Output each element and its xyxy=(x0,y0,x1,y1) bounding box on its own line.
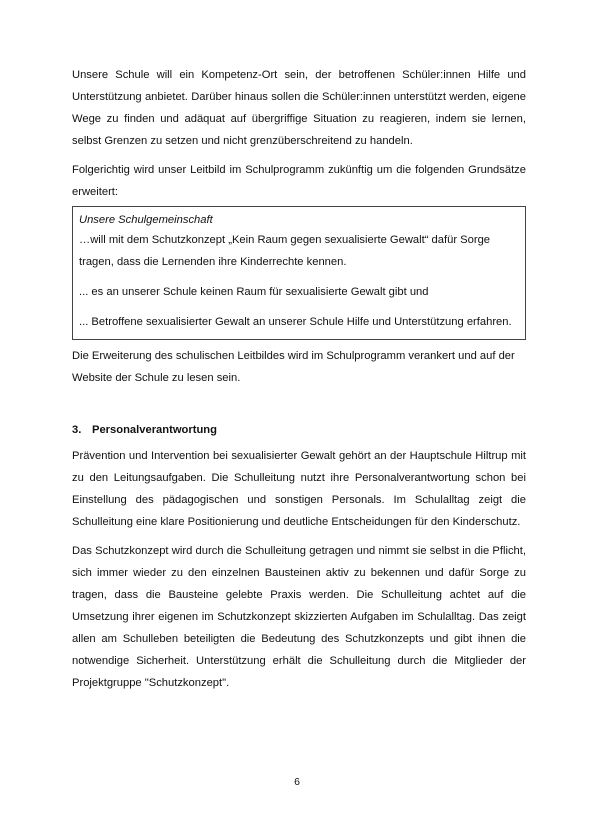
box-title: Unsere Schulgemeinschaft xyxy=(79,214,213,226)
section-paragraph-2: Das Schutzkonzept wird durch die Schulleitung getragen und nimmt sie selbst in die Pflicht, sich immer wieder zu den einzelnen Bausteinen aktiv zu bekennen und dafür Sorge zu tragen, dass die Bausteine gelebte Praxis werden. Die Schulleitung achtet auf die Umsetzung ihrer eigenen im Schutzkonzept skizzierten Aufgaben im Schulalltag. Das zeigt allen am Schulleben beteiligten die Bedeutung des Schutzkonzepts und gibt ihnen die notwendige Sicherheit. Unterstützung erhält die Schulleitung durch die Mitglieder der Projektgruppe "Schutzkonzept". xyxy=(72,545,526,689)
after-box-paragraph: Die Erweiterung des schulischen Leitbildes wird im Schulprogramm verankert und auf der Website der Schule zu lesen sein. xyxy=(72,350,515,384)
leitbild-paragraph: Folgerichtig wird unser Leitbild im Schulprogramm zukünftig um die folgenden Grundsätze erweitert: xyxy=(72,164,526,198)
box-item-3: ... Betroffene sexualisierter Gewalt an unserer Schule Hilfe und Unterstützung erfahren. xyxy=(79,316,512,328)
document-page xyxy=(72,64,526,694)
intro-paragraph: Unsere Schule will ein Kompetenz-Ort sein, der betroffenen Schüler:innen Hilfe und Unterstützung anbietet. Darüber hinaus sollen die Schüler:innen unterstützt werden, eigene Wege zu finden und adäquat auf übergriffige Situation zu reagieren, indem sie lernen, selbst Grenzen zu setzen und nicht grenzüberschreitend zu handeln. xyxy=(72,69,526,147)
box-item-1: …will mit dem Schutzkonzept „Kein Raum gegen sexualisierte Gewalt“ dafür Sorge tragen, dass die Lernenden ihre Kinderrechte kennen. xyxy=(79,234,491,268)
section-heading xyxy=(72,419,526,441)
section-title: Personalverantwortung xyxy=(92,424,217,436)
section-paragraph-1: Prävention und Intervention bei sexualisierter Gewalt gehört an der Hauptschule Hiltrup mit zu den Leitungsaufgaben. Die Schulleitung nutzt ihre Personalverantwortung schon bei Einstellung des pädagogischen und sonstigen Personals. Im Schulalltag zeigt die Schulleitung eine klare Positionierung und deutliche Entscheidungen für den Kinderschutz. xyxy=(72,450,526,528)
box-item-2: ... es an unserer Schule keinen Raum für sexualisierte Gewalt gibt und xyxy=(79,286,429,298)
section-number: 3. xyxy=(72,424,82,436)
leitbild-box xyxy=(72,206,526,340)
page-number: 6 xyxy=(294,776,300,788)
